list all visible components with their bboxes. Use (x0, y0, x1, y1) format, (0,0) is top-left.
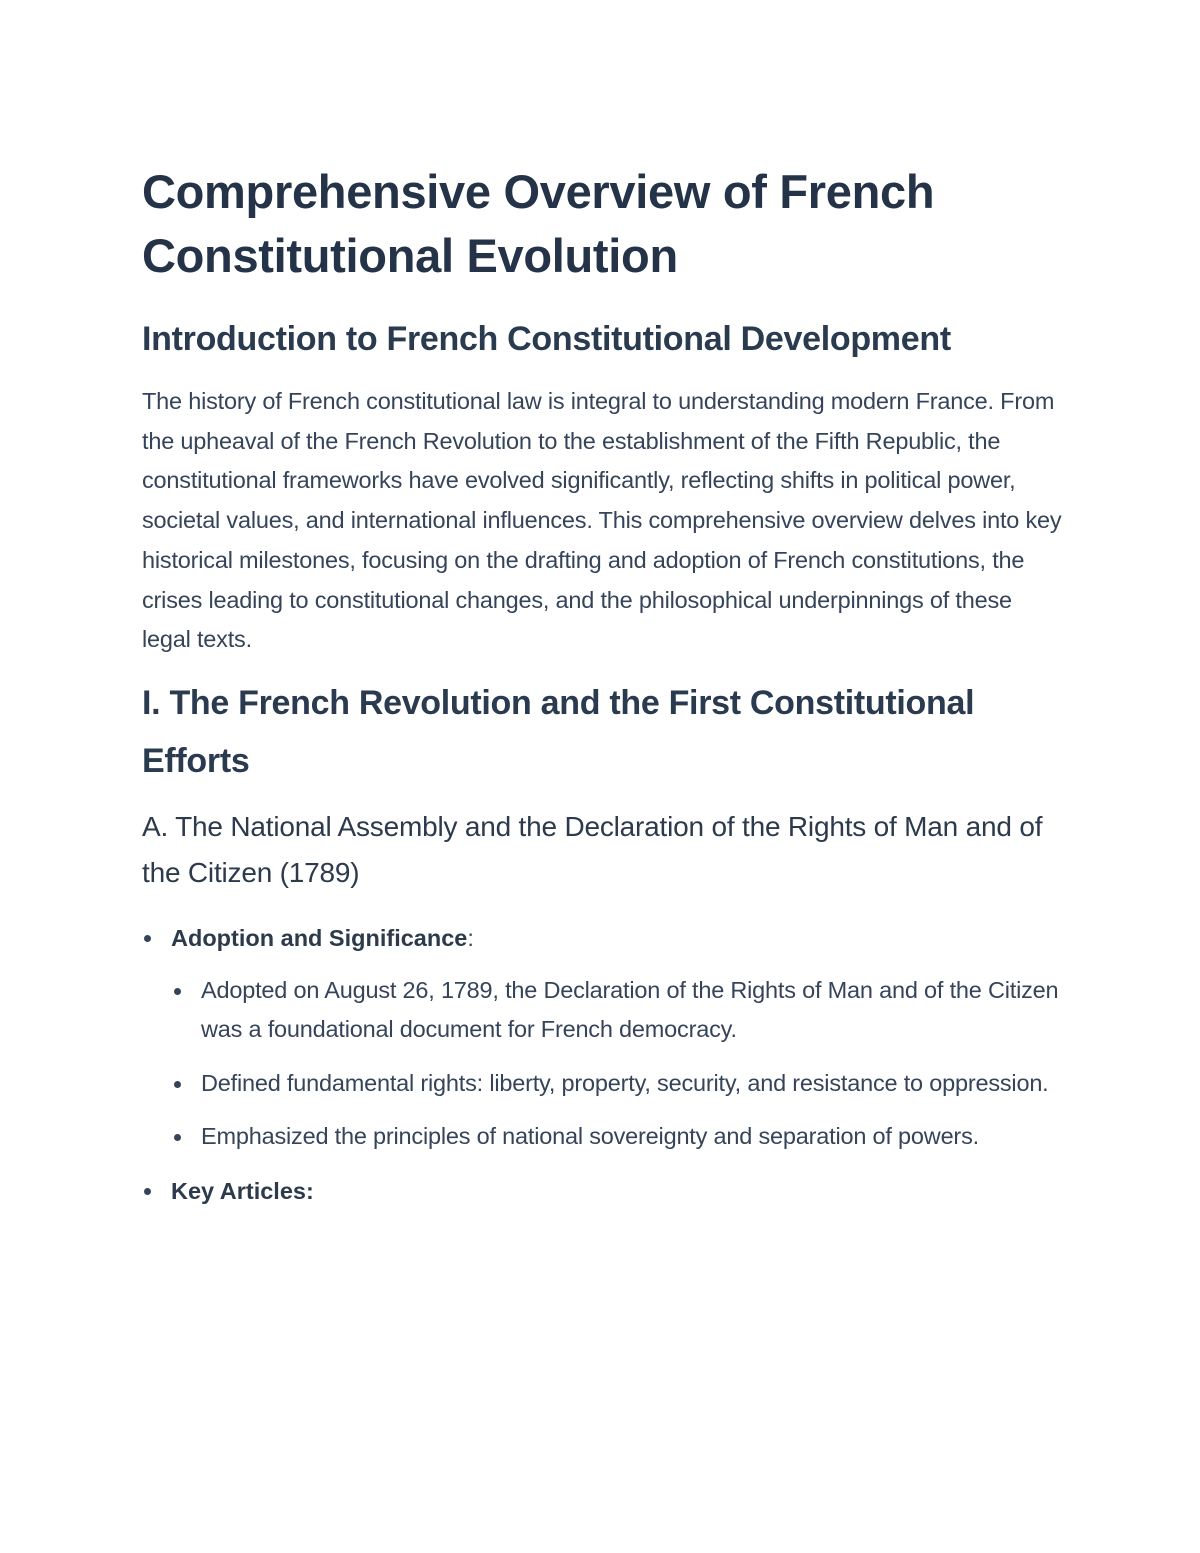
sub-list-item (171, 971, 1062, 1050)
bullet-icon (174, 1134, 181, 1141)
sub-list-item (171, 1064, 1062, 1104)
intro-paragraph: The history of French constitutional law is integral to understanding modern France. From the upheaval of the French Revolution to the establishment of the Fifth Republic, the constitutional frameworks have evolved significantly, reflecting shifts in political power, societal values, and international influences. This comprehensive overview delves into key historical milestones, focusing on the drafting and adoption of French constitutions, the crises leading to constitutional changes, and the philosophical underpinnings of these legal texts. (142, 388, 1062, 653)
sub-list-item-text: Defined fundamental rights: liberty, property, security, and resistance to oppression. (201, 1069, 1049, 1096)
document-page (142, 160, 1062, 1224)
sub-list-item (171, 1117, 1062, 1157)
sub-list-item-text: Emphasized the principles of national sovereignty and separation of powers. (201, 1123, 979, 1150)
sub-bullet-list (171, 971, 1062, 1157)
list-item-adoption (142, 918, 1062, 1157)
bullet-icon (144, 1188, 151, 1195)
list-item-label: Key Articles: (171, 1177, 314, 1204)
bullet-icon (174, 988, 181, 995)
list-item-suffix: : (467, 924, 474, 951)
sub-list-item-text: Adopted on August 26, 1789, the Declaration of the Rights of Man and of the Citizen was a foundational document for French democracy. (201, 976, 1059, 1043)
intro-heading: Introduction to French Constitutional Development (142, 320, 951, 358)
list-item-label: Adoption and Significance (171, 924, 468, 951)
subsection-a-heading: A. The National Assembly and the Declaration of the Rights of Man and of the Citizen (1789) (142, 810, 1043, 888)
list-item-key-articles (142, 1171, 1062, 1211)
bullet-list (142, 918, 1062, 1211)
bullet-icon (174, 1081, 181, 1088)
section-1-heading: I. The French Revolution and the First Constitutional Efforts (142, 683, 975, 780)
bullet-icon (144, 935, 151, 942)
document-title: Comprehensive Overview of French Constitutional Evolution (142, 165, 935, 282)
